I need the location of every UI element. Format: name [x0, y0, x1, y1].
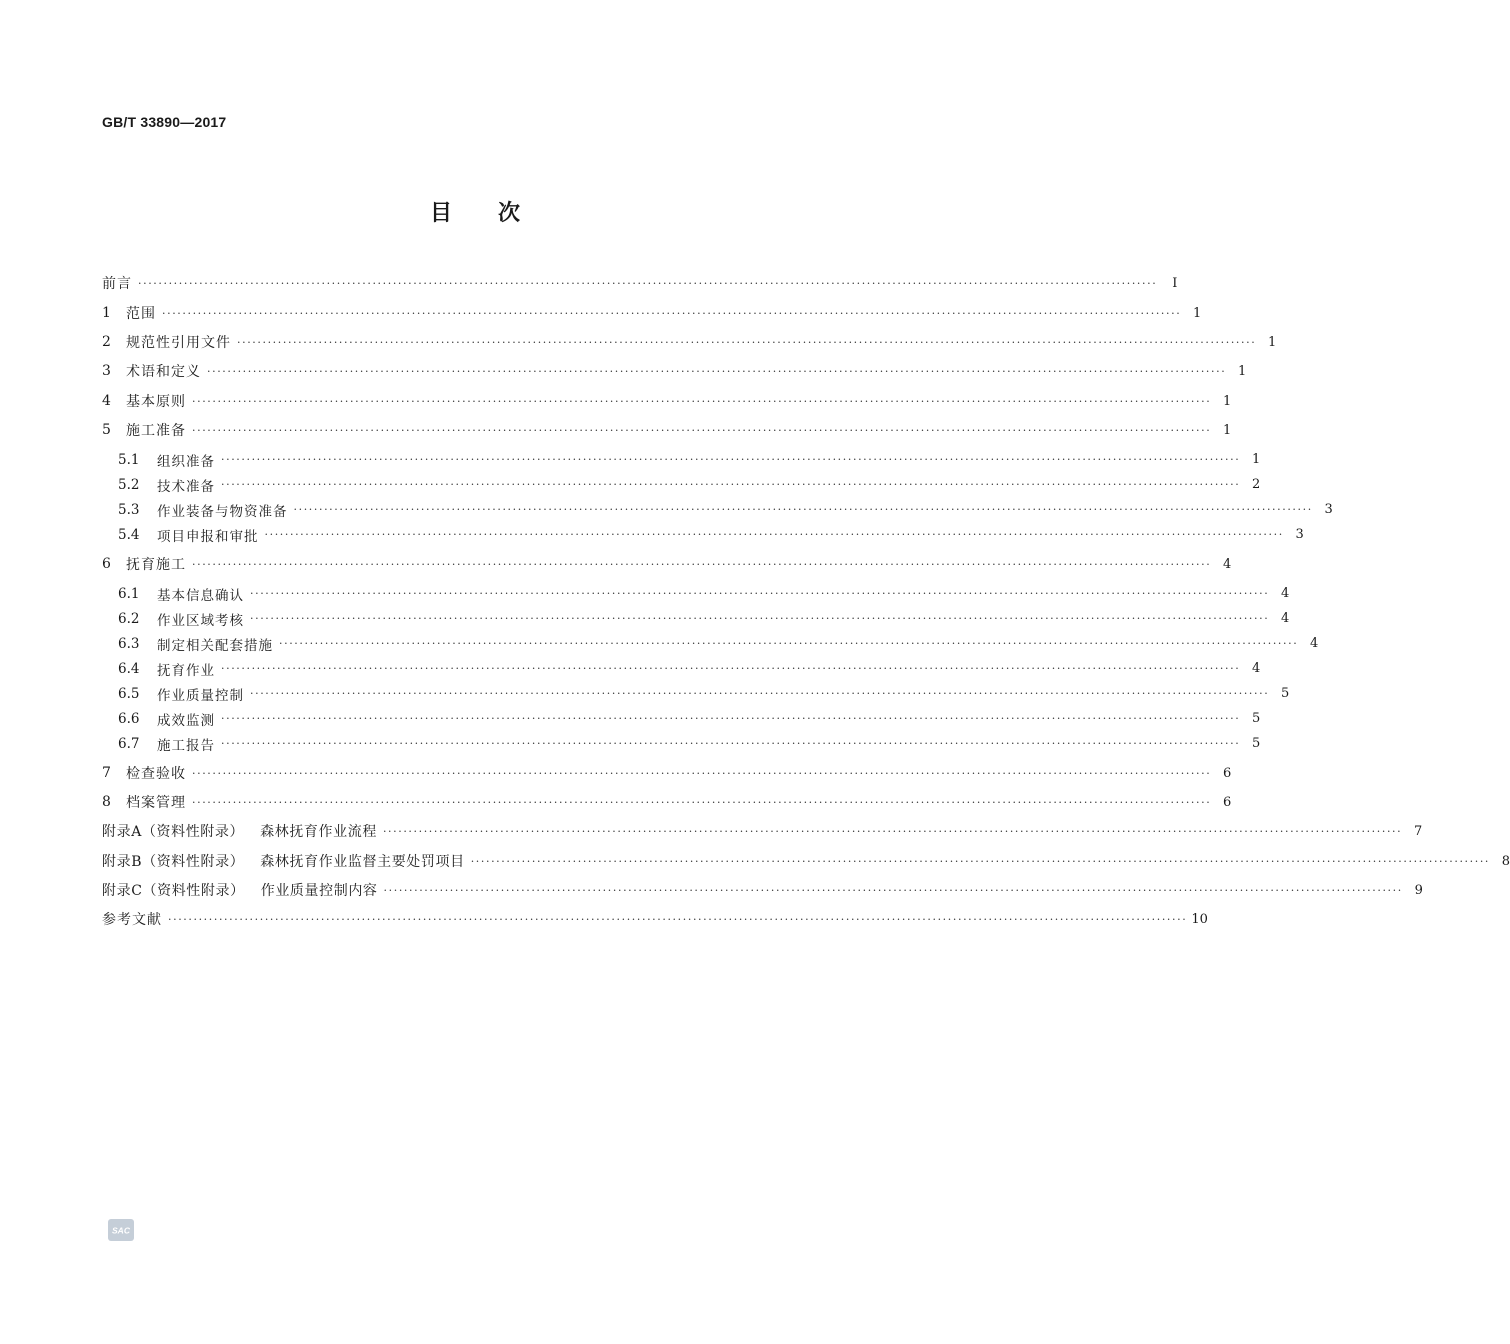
toc-entry-5-1[interactable] [118, 447, 1261, 472]
toc-page-number: 5 [1252, 736, 1261, 751]
toc-leader: ········································································································································································································ [221, 453, 1241, 466]
toc-entry-6-6[interactable] [118, 706, 1261, 731]
toc-entry-8[interactable] [102, 787, 1232, 817]
toc-page-number: 4 [1281, 586, 1290, 601]
toc-leader: ········································································································································································································ [221, 712, 1241, 725]
sac-logo-icon [108, 1219, 134, 1241]
toc-label: 施工准备 [126, 423, 186, 439]
toc-page-number: 2 [1252, 477, 1261, 492]
toc-label: 档案管理 [126, 795, 186, 811]
toc-number: 5.2 [118, 476, 140, 493]
toc-page-number: 1 [1238, 363, 1247, 379]
toc-entry-appendix-b[interactable] [102, 846, 1510, 876]
toc-entry-1[interactable] [102, 298, 1202, 328]
toc-page-number: 7 [1413, 823, 1423, 839]
toc-label [102, 880, 384, 900]
toc-number: 5 [102, 422, 111, 438]
toc-number: 6.1 [118, 585, 140, 602]
toc-label: 作业区域考核 [157, 612, 244, 629]
toc-page-number: 5 [1281, 686, 1290, 701]
toc-number: 3 [102, 363, 111, 379]
toc-number: 6 [102, 556, 111, 572]
toc-leader: ········································································································································································································ [382, 824, 1403, 838]
toc-leader: ········································································································································································································ [293, 503, 1313, 516]
toc-page-number: Ⅰ [1172, 275, 1178, 291]
toc-page-number: 9 [1414, 882, 1423, 898]
toc-entry-6-3[interactable] [118, 631, 1319, 656]
toc-label: 施工报告 [157, 737, 215, 754]
toc-entry-3[interactable] [102, 356, 1247, 386]
appendix-title: 森林抚育作业监督主要处罚项目 [260, 854, 465, 870]
toc-page-number: 3 [1324, 502, 1333, 517]
toc-number: 8 [102, 794, 111, 810]
toc-leader: ········································································································································································································ [250, 687, 1270, 700]
toc-entry-appendix-a[interactable] [102, 816, 1423, 846]
toc-label: 技术准备 [157, 478, 215, 495]
toc-number: 5.3 [118, 501, 140, 518]
toc-label: 项目申报和审批 [157, 528, 259, 545]
toc-entry-foreword[interactable] [102, 268, 1178, 298]
toc-page-number: 8 [1501, 853, 1510, 869]
toc-entry-6-5[interactable] [118, 681, 1290, 706]
toc-leader: ········································································································································································································ [192, 766, 1212, 780]
toc-leader: ········································································································································································································ [162, 306, 1182, 320]
toc-label: 抚育施工 [126, 557, 186, 573]
toc-label: 基本原则 [126, 394, 186, 410]
toc-entry-6-7[interactable] [118, 731, 1261, 756]
toc-number: 6.4 [118, 660, 140, 677]
toc-entry-5-4[interactable] [118, 522, 1304, 547]
toc-number: 6.2 [118, 610, 140, 627]
toc-entry-5-2[interactable] [118, 472, 1261, 497]
toc-number: 6.7 [118, 735, 140, 752]
toc-leader: ········································································································································································································ [383, 883, 1403, 897]
toc-leader: ········································································································································································································ [221, 662, 1241, 675]
toc-entry-5[interactable] [102, 415, 1232, 445]
toc-label: 范围 [126, 306, 156, 322]
toc-entry-appendix-c[interactable] [102, 875, 1423, 905]
page-title [0, 196, 950, 227]
toc-entry-2[interactable] [102, 327, 1277, 357]
toc-label: 作业装备与物资准备 [157, 503, 288, 520]
toc-label: 术语和定义 [126, 364, 201, 380]
toc-number: 2 [102, 334, 111, 350]
toc-number: 5.1 [118, 451, 140, 468]
toc-leader: ········································································································································································································ [221, 737, 1241, 750]
toc-number: 1 [102, 305, 111, 321]
toc-entry-7[interactable] [102, 758, 1232, 788]
toc-label: 制定相关配套措施 [157, 637, 273, 654]
toc-leader: ········································································································································································································ [279, 637, 1299, 650]
toc-page-number: 1 [1268, 334, 1277, 350]
standard-code: GB/T 33890—2017 [102, 114, 227, 130]
toc-label: 抚育作业 [157, 662, 215, 679]
toc-page-number: 6 [1223, 765, 1232, 781]
toc-entry-4[interactable] [102, 386, 1232, 416]
toc-page-number: 1 [1252, 452, 1261, 467]
toc-page-number: 4 [1281, 611, 1290, 626]
toc-leader: ········································································································································································································ [250, 587, 1270, 600]
toc-page-number: 4 [1252, 661, 1261, 676]
toc-leader: ········································································································································································································ [168, 912, 1188, 926]
toc-page-number: 6 [1223, 794, 1232, 810]
toc-entry-6-1[interactable] [118, 581, 1290, 606]
appendix-designation: 附录C（资料性附录） [102, 883, 245, 899]
sac-logo-text: SAC [112, 1225, 130, 1236]
toc-number: 6.6 [118, 710, 140, 727]
toc-leader: ········································································································································································································ [192, 795, 1212, 809]
title-char-2: 次 [498, 201, 521, 226]
toc-leader: ········································································································································································································ [207, 364, 1227, 378]
toc-leader: ········································································································································································································ [138, 276, 1158, 290]
toc-label: 规范性引用文件 [126, 335, 231, 351]
toc-leader: ········································································································································································································ [250, 612, 1270, 625]
toc-number: 4 [102, 393, 111, 409]
toc-page-number: 5 [1252, 711, 1261, 726]
toc-number: 7 [102, 765, 111, 781]
appendix-designation: 附录B（资料性附录） [102, 854, 245, 870]
toc-page-number: 1 [1223, 393, 1232, 409]
toc-leader: ········································································································································································································ [221, 478, 1241, 491]
title-char-1: 目 [429, 201, 452, 226]
toc-page-number: 4 [1310, 636, 1319, 651]
toc-label: 基本信息确认 [157, 587, 244, 604]
toc-leader: ········································································································································································································ [237, 335, 1257, 349]
toc-number: 6.3 [118, 635, 140, 652]
toc-number: 5.4 [118, 526, 140, 543]
toc-entry-6-2[interactable] [118, 606, 1290, 631]
toc-label: 参考文献 [102, 912, 162, 928]
toc-page-number: 10 [1191, 911, 1208, 927]
toc-label: 成效监测 [157, 712, 215, 729]
toc-label: 检查验收 [126, 766, 186, 782]
toc-page-number: 4 [1223, 556, 1232, 572]
toc-label [102, 851, 471, 871]
toc-leader: ········································································································································································································ [192, 423, 1212, 437]
toc-entry-references[interactable] [102, 904, 1208, 934]
appendix-designation: 附录A（资料性附录） [102, 824, 245, 840]
toc-number: 6.5 [118, 685, 140, 702]
toc-page-number: 1 [1193, 305, 1202, 321]
toc-leader: ········································································································································································································ [470, 854, 1491, 868]
toc-label: 作业质量控制 [157, 687, 244, 704]
toc-entry-6[interactable] [102, 549, 1232, 579]
toc-leader: ········································································································································································································ [192, 394, 1212, 408]
appendix-title: 作业质量控制内容 [260, 883, 378, 899]
toc-leader: ········································································································································································································ [192, 557, 1212, 571]
toc-page-number: 1 [1223, 422, 1232, 438]
toc-entry-6-4[interactable] [118, 656, 1261, 681]
toc-page-number: 3 [1295, 527, 1304, 542]
appendix-title: 森林抚育作业流程 [260, 824, 377, 840]
toc-label: 前言 [102, 276, 132, 292]
toc-label: 组织准备 [157, 453, 215, 470]
toc-leader: ········································································································································································································ [264, 528, 1284, 541]
toc-entry-5-3[interactable] [118, 497, 1333, 522]
toc-label [102, 821, 383, 841]
